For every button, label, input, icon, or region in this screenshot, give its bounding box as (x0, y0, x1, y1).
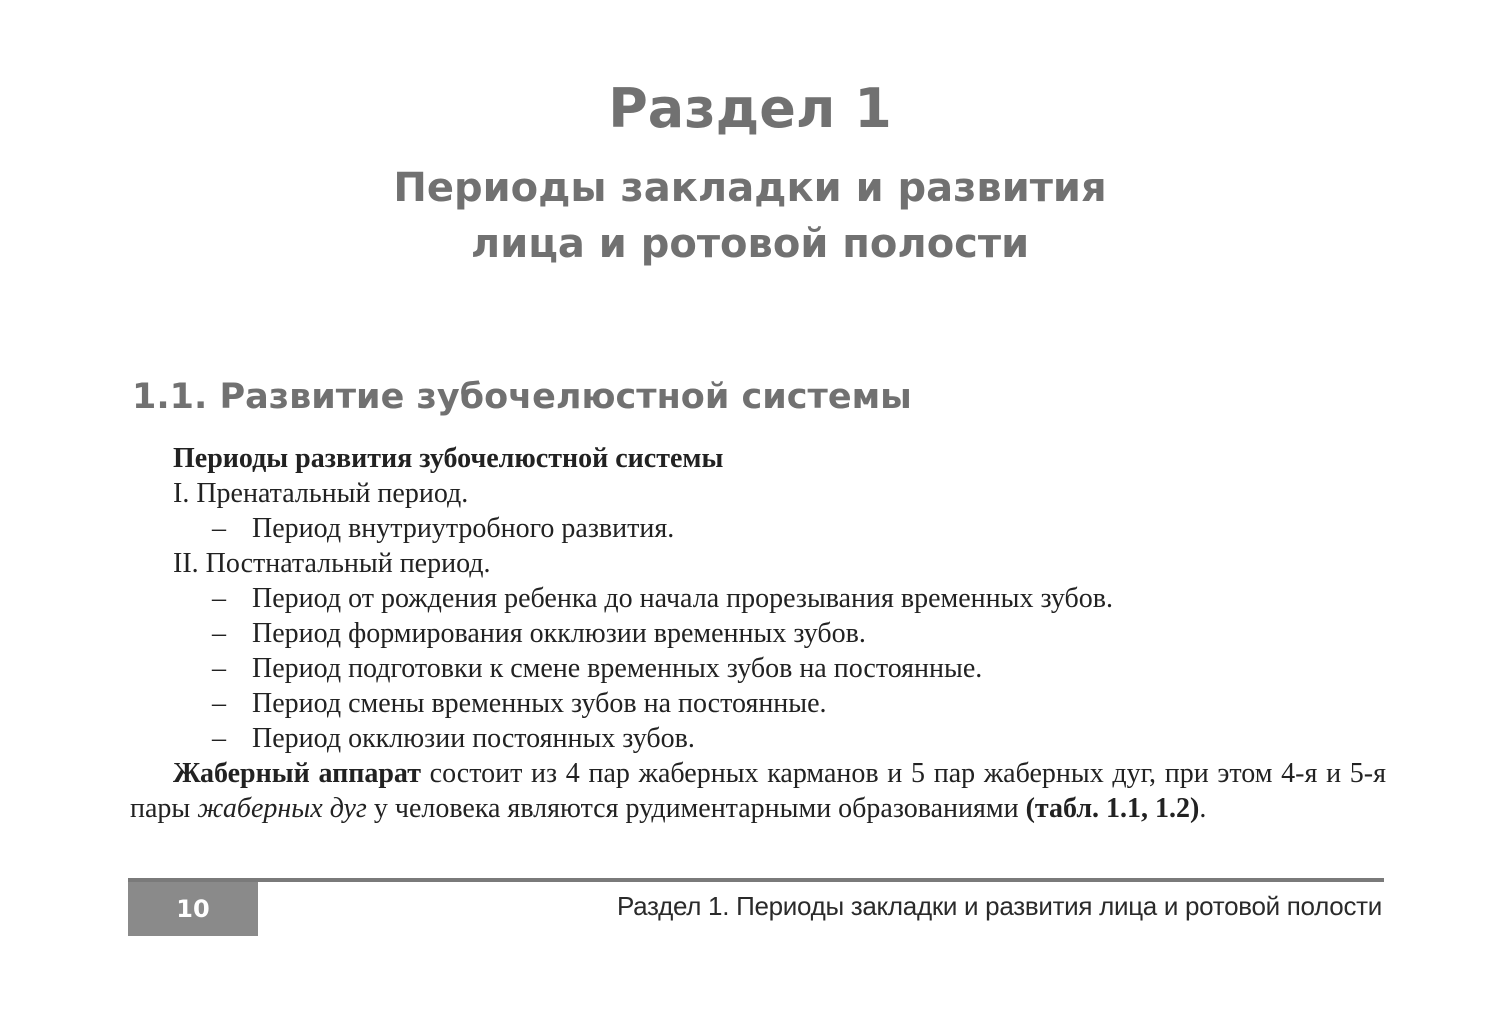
running-head: Раздел 1. Периоды закладки и развития лица и ротовой полости (617, 891, 1382, 921)
list-item (130, 616, 1386, 651)
list-item (130, 686, 1386, 721)
chapter-title-line-2: лица и ротовой полости (470, 221, 1030, 267)
list-item-text: Период формирования окклюзии временных зубов. (252, 618, 866, 649)
list-item-text: Период от рождения ребенка до начала прорезывания временных зубов. (252, 583, 1114, 614)
list-item-text: Период внутриутробного развития. (252, 513, 675, 544)
chapter-title (0, 160, 1500, 272)
postnatal-period-title: II. Постнатальный период. (173, 548, 491, 579)
dash-marker: – (212, 723, 226, 754)
prenatal-period-title: I. Пренатальный период. (173, 478, 469, 509)
footer-rule (128, 878, 1384, 882)
dash-marker: – (212, 583, 226, 614)
paragraph-end: . (1199, 793, 1207, 824)
dash-marker: – (212, 688, 226, 719)
dash-marker: – (212, 653, 226, 684)
list-item-text: Период смены временных зубов на постоянные. (252, 688, 827, 719)
dash-marker: – (212, 513, 226, 544)
list-item (130, 511, 1386, 546)
list-item-text: Период окклюзии постоянных зубов. (252, 723, 695, 754)
list-item (130, 651, 1386, 686)
chapter-title-line-1: Периоды закладки и развития (393, 165, 1107, 211)
body-text (130, 441, 1386, 826)
chapter-label: Раздел 1 (608, 77, 892, 140)
gill-apparatus-paragraph (130, 756, 1386, 826)
term-gill-apparatus: Жаберный аппарат (173, 758, 421, 789)
list-item (130, 581, 1386, 616)
paragraph-text: у человека являются рудиментарными образованиями (366, 793, 1026, 824)
section-heading: 1.1. Развитие зубочелюстной системы (132, 377, 912, 417)
table-reference: (табл. 1.1, 1.2) (1025, 793, 1200, 824)
list-item (130, 721, 1386, 756)
periods-heading: Периоды развития зубочелюстной системы (173, 443, 724, 474)
dash-marker: – (212, 618, 226, 649)
page-number: 10 (128, 882, 258, 936)
paragraph-italic-text: жаберных дуг (197, 793, 367, 824)
paragraph-text: состоит из 4 пар жаберных карманов и 5 пар жаберных дуг, при этом 4-я и 5-я пары (130, 758, 1386, 824)
list-item-text: Период подготовки к смене временных зубов на постоянные. (252, 653, 983, 684)
